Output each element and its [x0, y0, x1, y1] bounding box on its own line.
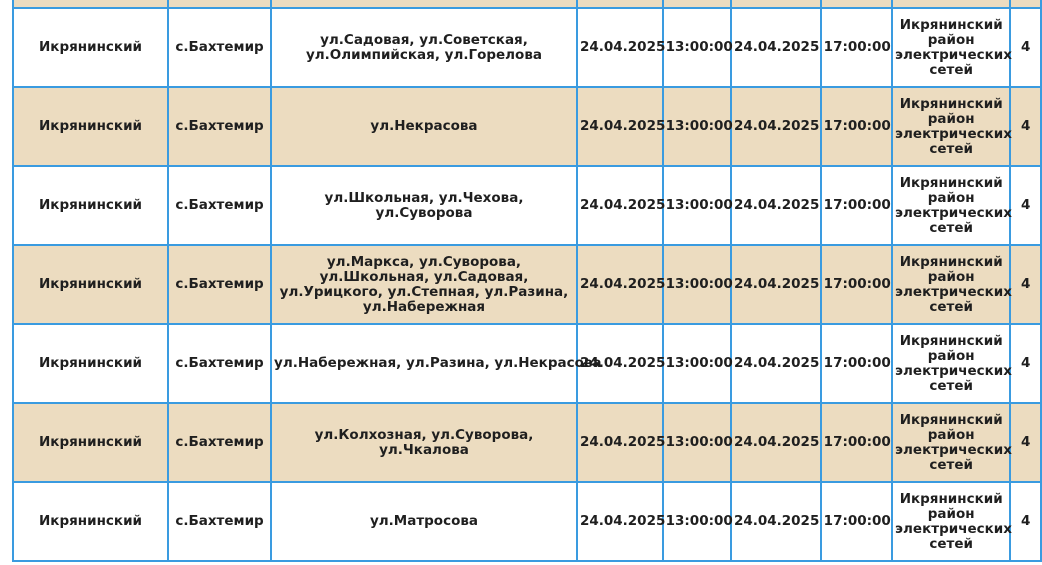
outage-schedule-table	[12, 0, 1042, 562]
edge-cell: 4	[1010, 8, 1041, 87]
end-time-cell: 17:00:00	[821, 324, 892, 403]
district-cell: Икрянинский	[13, 482, 168, 561]
start-date-cell: 24.04.2025	[577, 245, 663, 324]
organization-cell: Икрянинский район электрических сетей	[892, 87, 1010, 166]
table-cell	[168, 0, 271, 8]
table-row	[13, 403, 1041, 482]
streets-cell: ул.Матросова	[271, 482, 577, 561]
district-cell: Икрянинский	[13, 87, 168, 166]
district-cell: Икрянинский	[13, 324, 168, 403]
village-cell: с.Бахтемир	[168, 482, 271, 561]
start-date-cell: 24.04.2025	[577, 324, 663, 403]
start-date-cell: 24.04.2025	[577, 403, 663, 482]
organization-cell: Икрянинский район электрических сетей	[892, 482, 1010, 561]
organization-cell: Икрянинский район электрических сетей	[892, 324, 1010, 403]
table-row	[13, 87, 1041, 166]
edge-cell: 4	[1010, 166, 1041, 245]
district-cell: Икрянинский	[13, 8, 168, 87]
start-time-cell: 13:00:00	[663, 166, 731, 245]
village-cell: с.Бахтемир	[168, 87, 271, 166]
end-time-cell: 17:00:00	[821, 87, 892, 166]
organization-cell: Икрянинский район электрических сетей	[892, 403, 1010, 482]
table-cell	[663, 0, 731, 8]
table-row	[13, 324, 1041, 403]
start-date-cell: 24.04.2025	[577, 482, 663, 561]
end-time-cell: 17:00:00	[821, 166, 892, 245]
district-cell: Икрянинский	[13, 403, 168, 482]
streets-cell: ул.Садовая, ул.Советская, ул.Олимпийская, ул.Горелова	[271, 8, 577, 87]
organization-cell: Икрянинский район электрических сетей	[892, 166, 1010, 245]
start-time-cell: 13:00:00	[663, 324, 731, 403]
end-time-cell: 17:00:00	[821, 245, 892, 324]
streets-cell: ул.Набережная, ул.Разина, ул.Некрасова	[271, 324, 577, 403]
end-date-cell: 24.04.2025	[731, 166, 821, 245]
start-date-cell: 24.04.2025	[577, 166, 663, 245]
table-cell	[271, 0, 577, 8]
village-cell: с.Бахтемир	[168, 166, 271, 245]
village-cell: с.Бахтемир	[168, 8, 271, 87]
edge-cell: 4	[1010, 87, 1041, 166]
outage-schedule-table-container	[12, 0, 1042, 562]
table-row	[13, 482, 1041, 561]
table-row	[13, 8, 1041, 87]
edge-cell: 4	[1010, 403, 1041, 482]
village-cell: с.Бахтемир	[168, 245, 271, 324]
end-date-cell: 24.04.2025	[731, 324, 821, 403]
streets-cell: ул.Школьная, ул.Чехова, ул.Суворова	[271, 166, 577, 245]
end-time-cell: 17:00:00	[821, 482, 892, 561]
organization-cell: Икрянинский район электрических сетей	[892, 8, 1010, 87]
table-cell	[892, 0, 1010, 8]
edge-cell: 4	[1010, 245, 1041, 324]
streets-cell: ул.Некрасова	[271, 87, 577, 166]
end-date-cell: 24.04.2025	[731, 482, 821, 561]
organization-cell: Икрянинский район электрических сетей	[892, 245, 1010, 324]
start-time-cell: 13:00:00	[663, 87, 731, 166]
end-date-cell: 24.04.2025	[731, 245, 821, 324]
edge-cell: 4	[1010, 482, 1041, 561]
table-cell	[1010, 0, 1041, 8]
start-time-cell: 13:00:00	[663, 403, 731, 482]
table-cell	[13, 0, 168, 8]
edge-cell: 4	[1010, 324, 1041, 403]
table-cell	[731, 0, 821, 8]
village-cell: с.Бахтемир	[168, 324, 271, 403]
table-cell	[821, 0, 892, 8]
table-row-partial	[13, 0, 1041, 8]
end-date-cell: 24.04.2025	[731, 8, 821, 87]
village-cell: с.Бахтемир	[168, 403, 271, 482]
start-time-cell: 13:00:00	[663, 482, 731, 561]
end-date-cell: 24.04.2025	[731, 87, 821, 166]
start-date-cell: 24.04.2025	[577, 87, 663, 166]
table-row	[13, 245, 1041, 324]
end-time-cell: 17:00:00	[821, 8, 892, 87]
end-time-cell: 17:00:00	[821, 403, 892, 482]
table-row	[13, 166, 1041, 245]
start-date-cell: 24.04.2025	[577, 8, 663, 87]
streets-cell: ул.Колхозная, ул.Суворова, ул.Чкалова	[271, 403, 577, 482]
district-cell: Икрянинский	[13, 166, 168, 245]
table-cell	[577, 0, 663, 8]
start-time-cell: 13:00:00	[663, 8, 731, 87]
start-time-cell: 13:00:00	[663, 245, 731, 324]
streets-cell: ул.Маркса, ул.Суворова, ул.Школьная, ул.Садовая, ул.Урицкого, ул.Степная, ул.Разина, ул.Набережная	[271, 245, 577, 324]
district-cell: Икрянинский	[13, 245, 168, 324]
end-date-cell: 24.04.2025	[731, 403, 821, 482]
